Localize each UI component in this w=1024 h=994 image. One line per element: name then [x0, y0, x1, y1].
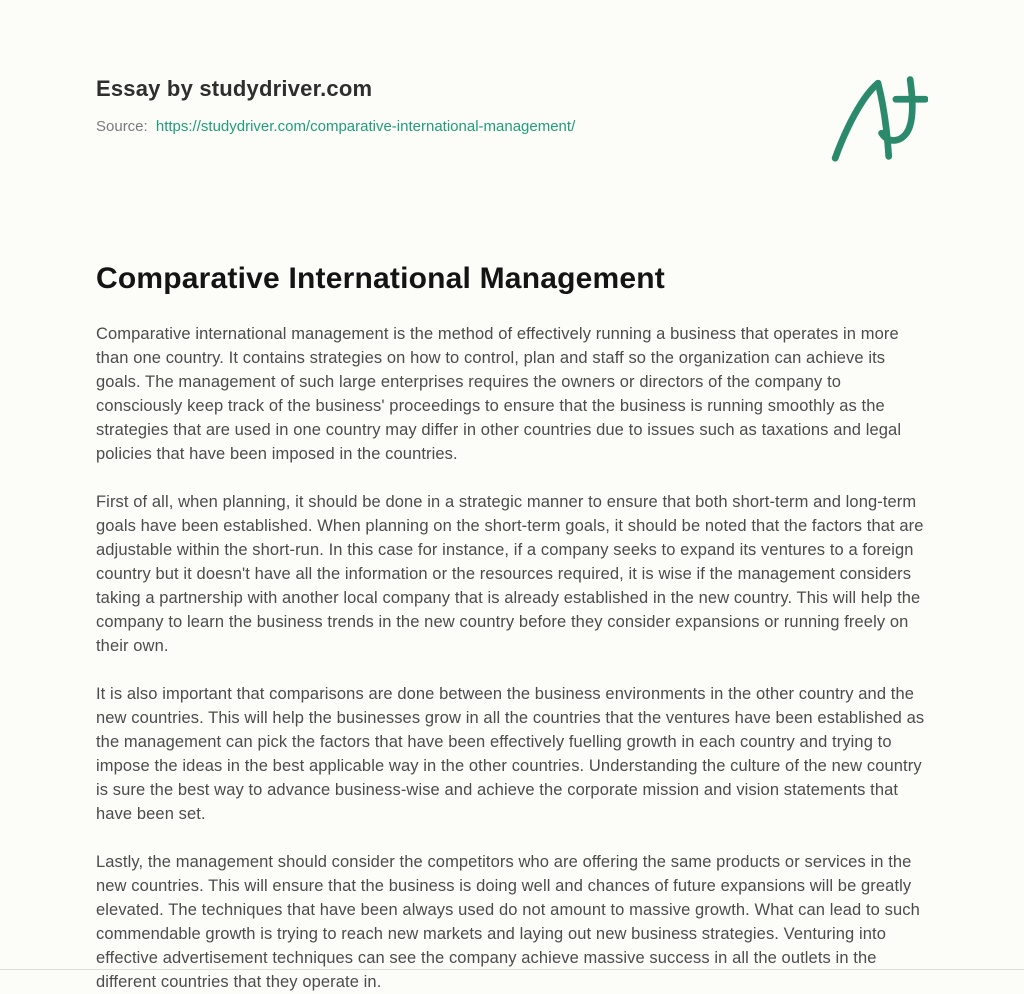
source-line: [96, 118, 575, 135]
bottom-divider: [0, 969, 1024, 970]
source-link[interactable]: https://studydriver.com/comparative-international-management/: [155, 118, 576, 135]
essay-by-title: Essay by studydriver.com: [96, 76, 373, 101]
essay-paragraph-4: Lastly, the management should consider the competitors who are offering the same products or services in the new countries. This will ensure that the business is doing well and chances of future expansions will be greatly elevated. The techniques that have been always used do not amount to massive growth. What can lead to such commendable growth is trying to reach new markets and laying out new business strategies. Venturing into effective advertisement techniques can see the company achieve massive success in all the outlets in the different countries that they operate in.: [96, 853, 920, 991]
source-label: Source:: [96, 118, 148, 135]
page-header: [96, 76, 928, 164]
essay-paragraph-3: It is also important that comparisons are done between the business environments in the other country and the new countries. This will help the businesses grow in all the countries that the ventures have been established as the management can pick the factors that have been effectively fuelling growth in each country and trying to impose the ideas in the best applicable way in the other countries. Understanding the culture of the new country is sure the best way to advance business-wise and achieve the corporate mission and vision statements that have been set.: [96, 685, 925, 823]
essay-body: [96, 262, 928, 994]
header-text-block: [96, 76, 575, 135]
studydriver-logo: [828, 72, 928, 164]
essay-paragraph-1: Comparative international management is the method of effectively running a business that operates in more than one country. It contains strategies on how to control, plan and staff so the organization can achieve its goals. The management of such large enterprises requires the owners or directors of the company to consciously keep track of the business' proceedings to ensure that the business is running smoothly as the strategies that are used in one country may differ in other countries due to issues such as taxations and legal policies that have been imposed in the countries.: [96, 325, 902, 463]
essay-paragraph-2: First of all, when planning, it should be done in a strategic manner to ensure that both short-term and long-term goals have been established. When planning on the short-term goals, it should be noted that the factors that are adjustable within the short-run. In this case for instance, if a company seeks to expand its ventures to a foreign country but it doesn't have all the information or the resources required, it is wise if the management considers taking a partnership with another local company that is already established in the new country. This will help the company to learn the business trends in the new country before they consider expansions or running freely on their own.: [96, 493, 924, 655]
essay-title: Comparative International Management: [96, 262, 665, 295]
a-plus-logo-icon: [828, 72, 928, 164]
